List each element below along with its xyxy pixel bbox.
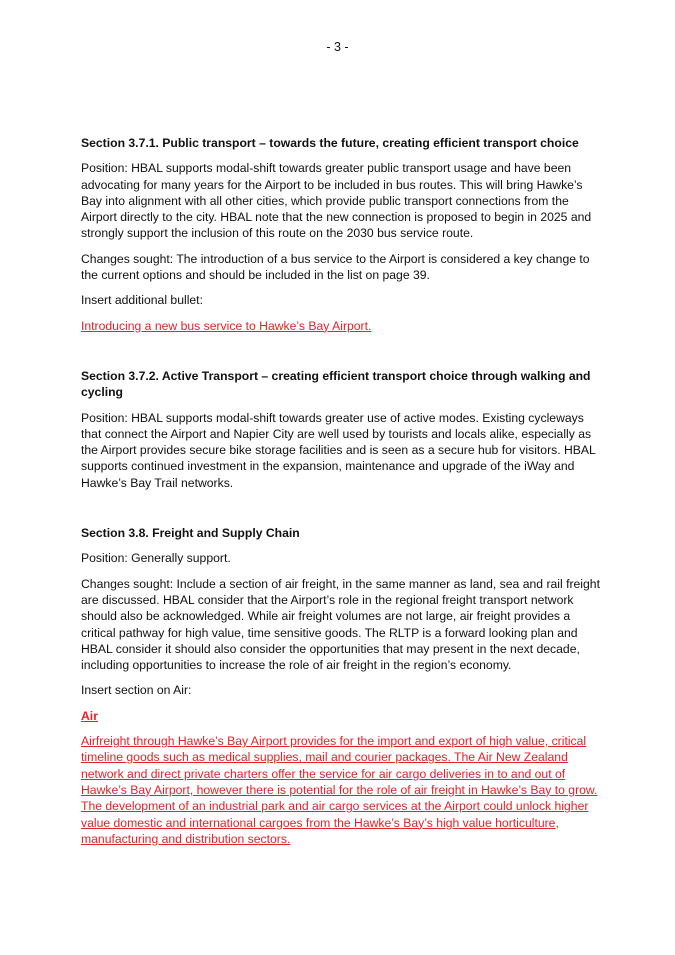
page-content <box>81 135 601 847</box>
section-3-8-heading: Section 3.8. Freight and Supply Chain <box>81 526 300 541</box>
section-3-8-insert-label: Insert section on Air: <box>81 683 192 698</box>
section-3-7-1-inserted-bullet: Introducing a new bus service to Hawke’s Bay Airport. <box>81 318 372 333</box>
air-heading: Air <box>81 708 98 723</box>
section-3-8-changes: Changes sought: Include a section of air freight, in the same manner as land, sea and rail freight are discussed. HBAL consider that the Airport’s role in the regional freight transport network should also be acknowledged. While air freight volumes are not large, air freight provides a critical pathway for high value, time sensitive goods. The RLTP is a forward looking plan and HBAL consider it should also consider the opportunities that may present in the next decade, including opportunities to increase the role of air freight in the region’s economy. <box>81 576 600 673</box>
section-3-7-1-heading: Section 3.7.1. Public transport – towards the future, creating efficient transport choice <box>81 136 579 150</box>
section-3-7-2-position: Position: HBAL supports modal-shift towards greater use of active modes. Existing cycleways that connect the Airport and Napier City are well used by tourists and locals alike, especially as the Airport provides secure bike storage facilities and is seen as a secure hub for visitors. HBAL supports continued investment in the expansion, maintenance and upgrade of the iWay and Hawke’s Bay Trail networks. <box>81 410 596 490</box>
section-3-8-position: Position: Generally support. <box>81 551 231 566</box>
section-3-7-1-changes: Changes sought: The introduction of a bus service to the Airport is considered a key change to the current options and should be included in the list on page 39. <box>81 251 590 283</box>
page-number: - 3 - <box>326 40 349 54</box>
section-3-7-1-insert-label: Insert additional bullet: <box>81 293 203 308</box>
section-3-7-2-heading: Section 3.7.2. Active Transport – creating efficient transport choice through walking and cycling <box>81 368 591 400</box>
section-3-7-1-position: Position: HBAL supports modal-shift towards greater public transport usage and have been advocating for many years for the Airport to be included in bus routes. This will bring Hawke’s Bay into alignment with all other cities, which provide public transport connections from the Airport directly to the city. HBAL note that the new connection is proposed to begin in 2025 and strongly support the inclusion of this route on the 2030 bus service route. <box>81 161 592 241</box>
air-section-text: Airfreight through Hawke’s Bay Airport provides for the import and export of high value, critical timeline goods such as medical supplies, mail and courier packages. The Air New Zealand network and direct private charters offer the service for air cargo deliveries in to and out of Hawke’s Bay Airport, however there is potential for the role of air freight in Hawke’s Bay to grow. The development of an industrial park and air cargo services at the Airport could unlock higher value domestic and international cargoes from the Hawke’s Bay’s high value horticulture, manufacturing and distribution sectors. <box>81 734 598 846</box>
